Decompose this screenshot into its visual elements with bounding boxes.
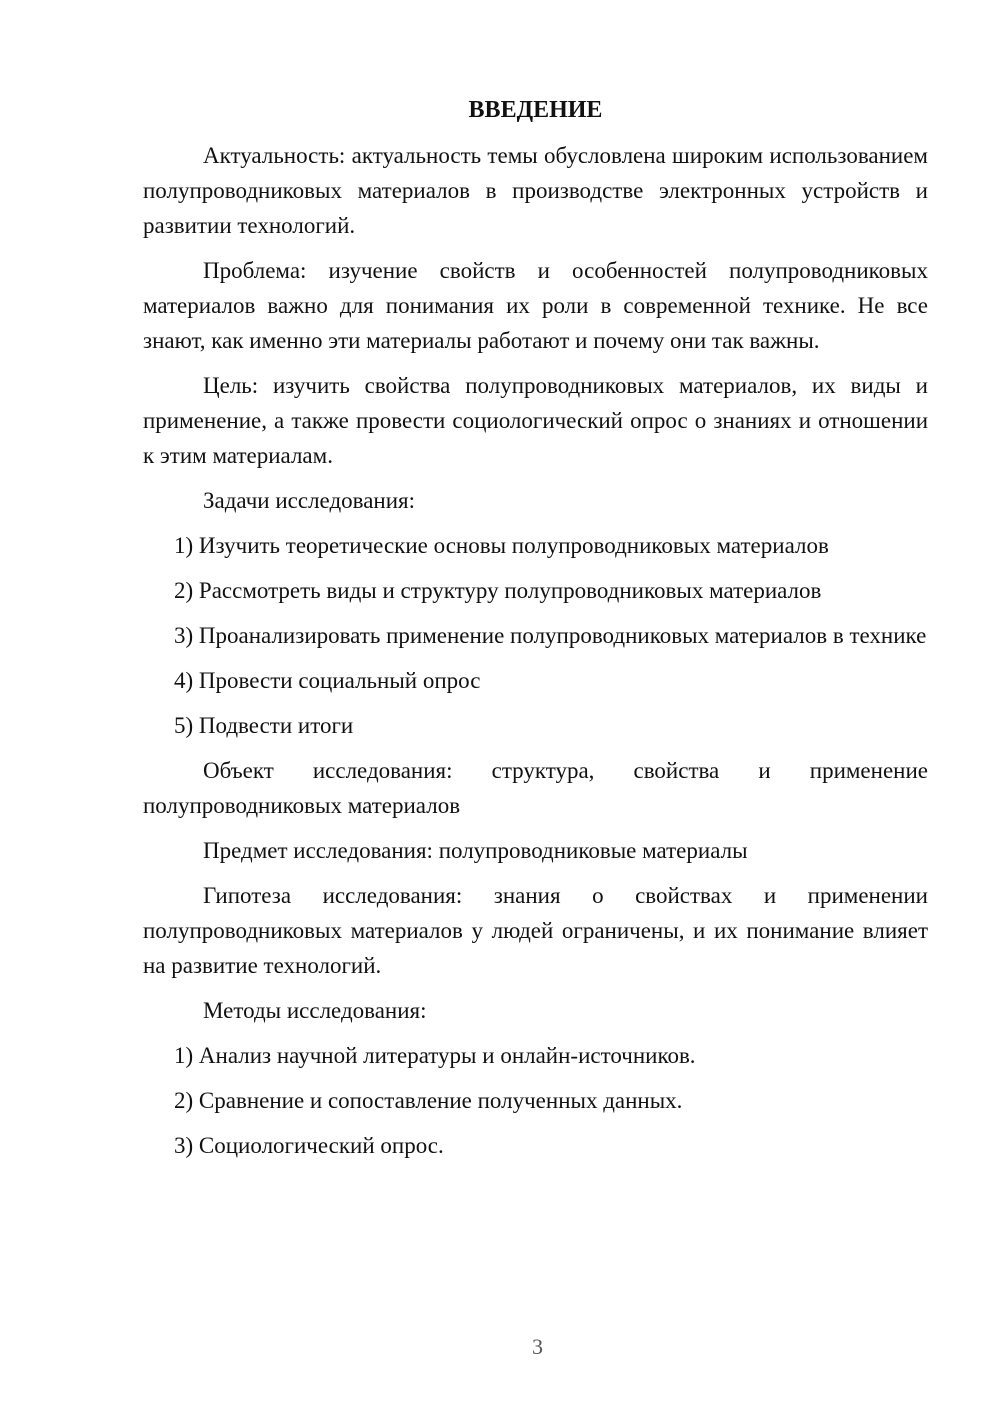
methods-heading: Методы исследования: (203, 998, 427, 1023)
subject-paragraph: Предмет исследования: полупроводниковые материалы (203, 838, 748, 863)
method-item-1: 1) Анализ научной литературы и онлайн-источников. (174, 1043, 696, 1068)
method-item-2: 2) Сравнение и сопоставление полученных данных. (174, 1088, 683, 1113)
task-item-3: 3) Проанализировать применение полупроводниковых материалов в технике (174, 623, 927, 648)
task-item-1: 1) Изучить теоретические основы полупроводниковых материалов (174, 533, 829, 558)
method-item-3: 3) Социологический опрос. (174, 1133, 444, 1158)
relevance-paragraph: Актуальность: актуальность темы обусловлена широким использованием полупроводниковых материалов в производстве электронных устройств и развитии технологий. (143, 143, 928, 238)
hypothesis-paragraph: Гипотеза исследования: знания о свойствах и применении полупроводниковых материалов у людей ограничены, и их понимание влияет на развитие технологий. (143, 883, 928, 978)
task-item-2: 2) Рассмотреть виды и структуру полупроводниковых материалов (174, 578, 822, 603)
tasks-heading: Задачи исследования: (203, 488, 416, 513)
page-title: ВВЕДЕНИЕ (468, 97, 603, 123)
object-paragraph: Объект исследования: структура, свойства и применение полупроводниковых материалов (143, 758, 928, 818)
problem-paragraph: Проблема: изучение свойств и особенностей полупроводниковых материалов важно для понимания их роли в современной технике. Не все знают, как именно эти материалы работают и почему они так важны. (143, 258, 928, 353)
document-body (143, 92, 928, 1173)
goal-paragraph: Цель: изучить свойства полупроводниковых материалов, их виды и применение, а также провести социологический опрос о знаниях и отношении к этим материалам. (143, 373, 928, 468)
page-number: 3 (532, 1334, 543, 1359)
task-item-5: 5) Подвести итоги (174, 713, 354, 738)
task-item-4: 4) Провести социальный опрос (174, 668, 481, 693)
